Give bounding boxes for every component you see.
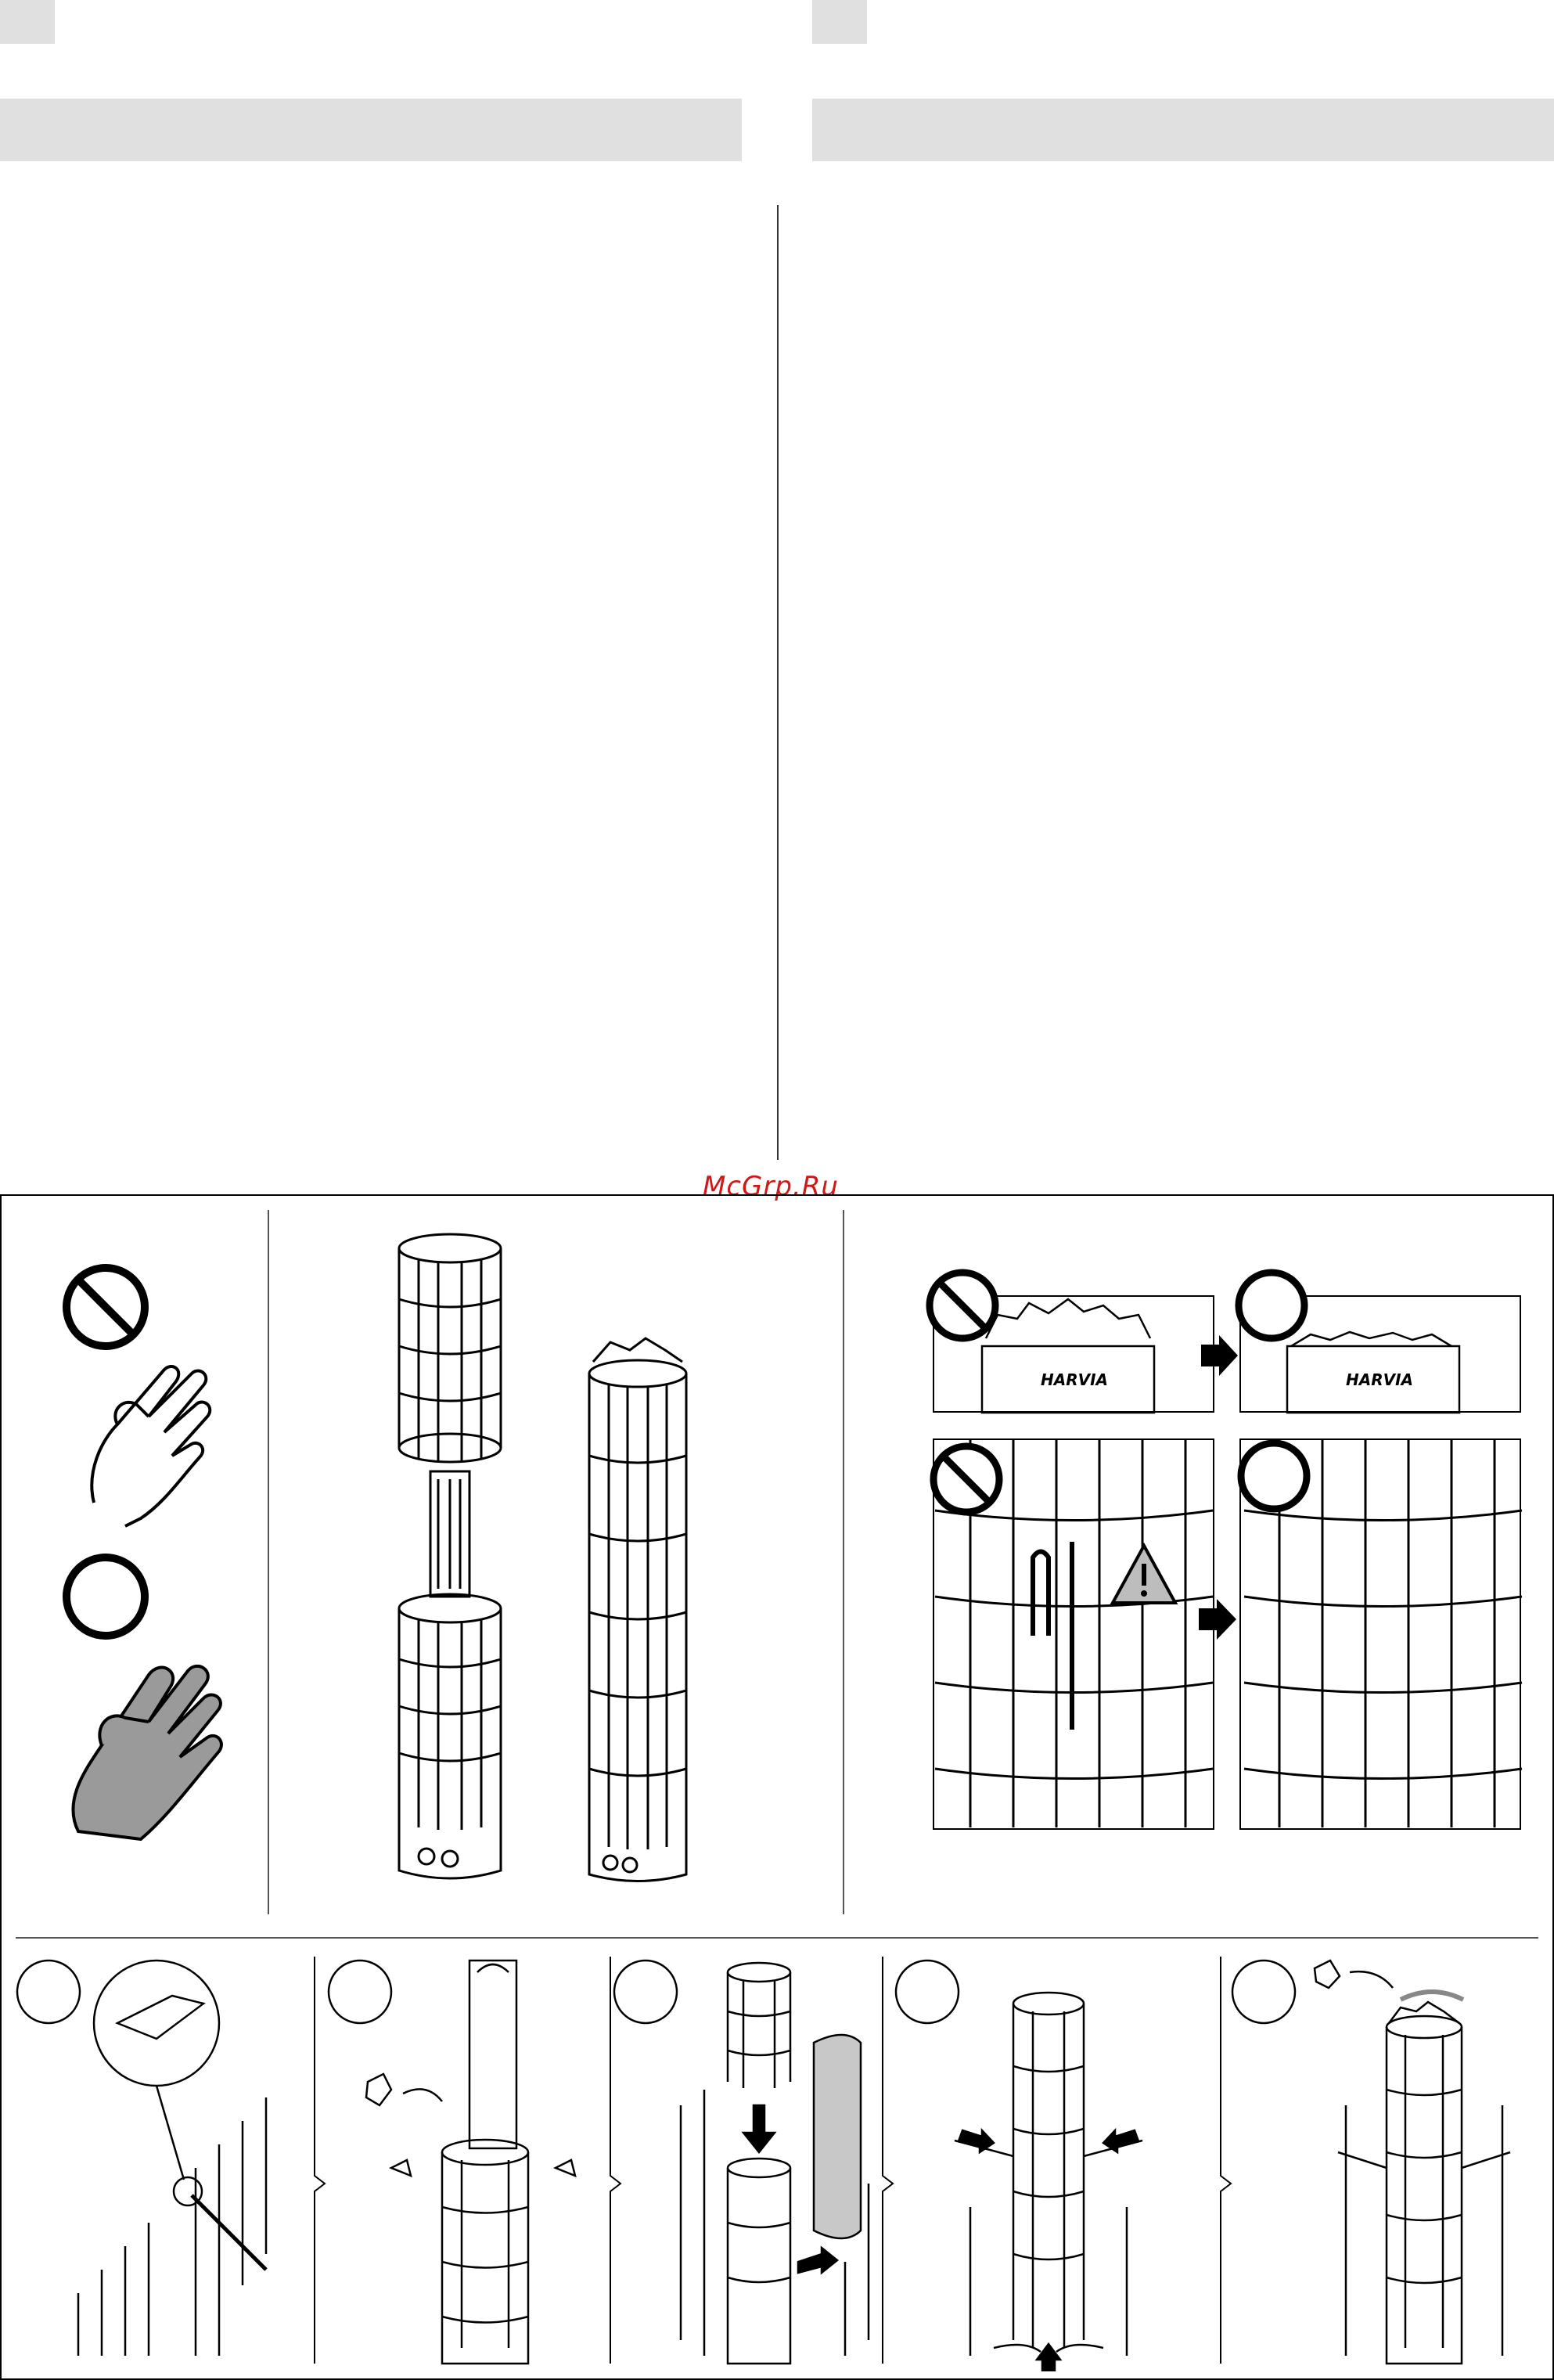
- no-sign-icon: [67, 1268, 145, 1346]
- arrow-right-icon: [1201, 1335, 1238, 1376]
- step-3: [614, 1961, 869, 2364]
- brand-label-top-wrong: HARVIA: [1041, 1370, 1109, 1389]
- empty-circle-icon: [67, 1557, 145, 1636]
- bare-hand-icon: [92, 1366, 210, 1526]
- arrow-right-icon: [1199, 1599, 1236, 1640]
- empty-circle-icon: [1241, 1443, 1307, 1509]
- heater-assembled: [589, 1338, 686, 1881]
- brand-label-top-right: HARVIA: [1346, 1370, 1414, 1389]
- frame-divider-2: [843, 1210, 844, 1914]
- step-1: [17, 1961, 266, 2356]
- installation-steps: [16, 1949, 1538, 2371]
- step-2: [329, 1961, 575, 2364]
- step-4: [896, 1961, 1142, 2371]
- step-5: [1232, 1961, 1510, 2364]
- watermark: McGrp.Ru: [703, 1171, 839, 1202]
- no-sign-icon: [930, 1273, 995, 1338]
- stones-comparison-drawings: [923, 1260, 1541, 1839]
- header-tab-right: [812, 0, 867, 44]
- header-tab-left: [0, 0, 55, 44]
- heater-tower-panel: [376, 1221, 720, 1902]
- frame-hrule: [16, 1937, 1538, 1939]
- heaped-stones: [982, 1299, 1154, 1413]
- column-divider: [777, 205, 779, 1160]
- frame-divider-1: [268, 1210, 269, 1914]
- warning-triangle-icon: [1113, 1546, 1175, 1603]
- no-sign-icon: [933, 1446, 999, 1512]
- heating-elements: [430, 1471, 469, 1597]
- empty-circle-icon: [1239, 1273, 1304, 1338]
- heater-lower-section: [399, 1594, 501, 1878]
- heater-upper-section: [399, 1234, 501, 1462]
- section-bar-right: [812, 99, 1554, 161]
- gloved-hand-icon: [73, 1666, 221, 1839]
- gloves-panel: [31, 1237, 258, 1863]
- section-bar-left: [0, 99, 742, 161]
